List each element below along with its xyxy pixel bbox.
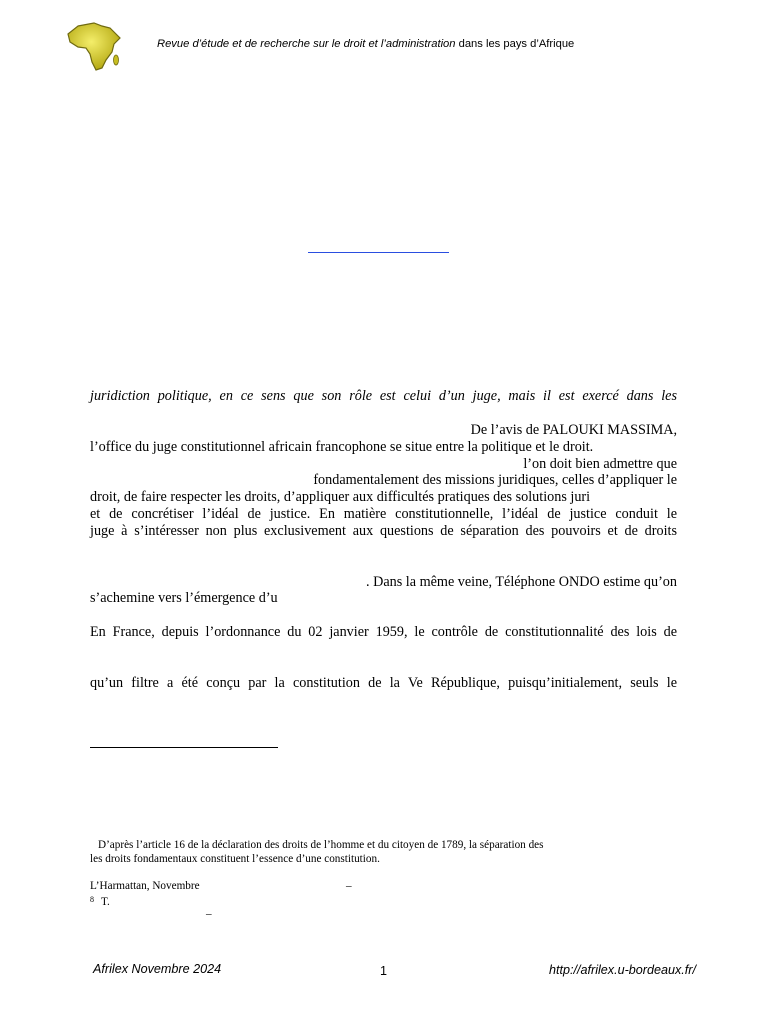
africa-logo-icon	[64, 20, 124, 72]
header-title-regular: dans les pays d’Afrique	[455, 38, 575, 50]
body-line: fondamentalement des missions juridiques, celles d’appliquer le	[313, 472, 677, 488]
body-line: . Dans la même veine, Téléphone ONDO estime qu’on	[366, 574, 677, 590]
footer-issue: Afrilex Novembre 2024	[93, 962, 222, 976]
body-line: juridiction politique, en ce sens que son rôle est celui d’un juge, mais il est exercé dans les	[90, 388, 677, 404]
footnote-line: L’Harmattan, Novembre	[90, 880, 200, 892]
footnote-dash: –	[346, 880, 352, 892]
body-line: s’achemine vers l’émergence d’u	[90, 590, 278, 606]
header-title-italic: Revue d’étude et de recherche sur le droit et l’administration	[157, 38, 456, 50]
body-line: En France, depuis l’ordonnance du 02 janvier 1959, le contrôle de constitutionnalité des lois de	[90, 624, 677, 640]
body-line: et de concrétiser l’idéal de justice. En matière constitutionnelle, l’idéal de justice conduit le	[90, 506, 677, 522]
page-number: 1	[380, 964, 388, 978]
footnote-marker: 8	[90, 895, 94, 904]
body-line: De l’avis de PALOUKI MASSIMA,	[470, 422, 677, 438]
body-line: l’on doit bien admettre que	[523, 456, 677, 472]
footnote-separator	[90, 747, 278, 748]
footnote-line: les droits fondamentaux constituent l’essence d’une constitution.	[90, 853, 380, 865]
body-line: droit, de faire respecter les droits, d’appliquer aux difficultés pratiques des solutions juri	[90, 489, 591, 505]
body-line: juge à s’intéresser non plus exclusivement aux questions de séparation des pouvoirs et de droits	[90, 523, 677, 539]
footnote-line: D’après l’article 16 de la déclaration des droits de l’homme et du citoyen de 1789, la séparation des	[98, 839, 544, 851]
journal-header	[157, 38, 574, 50]
footnote-dash: –	[206, 908, 212, 920]
body-line: qu’un filtre a été conçu par la constitution de la Ve République, puisqu’initialement, seuls le	[90, 675, 677, 691]
body-line: l’office du juge constitutionnel africain francophone se situe entre la politique et le droit.	[90, 439, 594, 455]
hyperlink-underline[interactable]	[308, 252, 449, 253]
footnote-line: T.	[101, 896, 110, 908]
footer-url[interactable]: http://afrilex.u-bordeaux.fr/	[549, 963, 696, 977]
